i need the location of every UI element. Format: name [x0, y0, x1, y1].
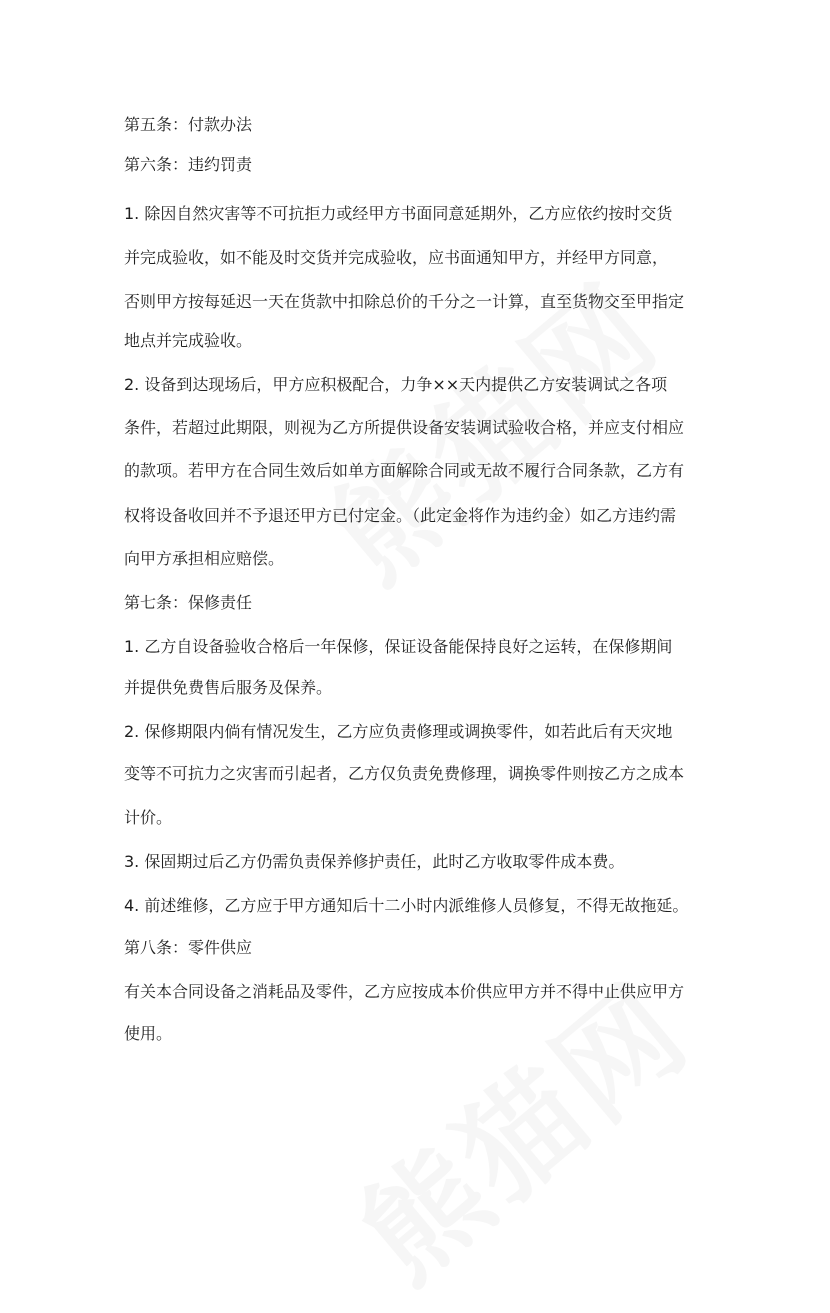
text-line: 1. 除因自然灾害等不可抗拒力或经甲方书面同意延期外，乙方应依约按时交货: [124, 204, 673, 223]
article-8-heading: 第八条：零件供应: [124, 938, 253, 957]
text-line: 2. 设备到达现场后，甲方应积极配合，力争××天内提供乙方安装调试之各项: [124, 375, 668, 394]
text-line: 计价。: [124, 808, 173, 827]
text-line: 3. 保固期过后乙方仍需负责保养修护责任，此时乙方收取零件成本费。: [124, 852, 625, 871]
text-line: 变等不可抗力之灾害而引起者，乙方仅负责免费修理，调换零件则按乙方之成本: [124, 764, 685, 783]
text-line: 2. 保修期限内倘有情况发生，乙方应负责修理或调换零件，如若此后有天灾地: [124, 722, 673, 741]
text-line: 权将设备收回并不予退还甲方已付定金。（此定金将作为违约金）如乙方违约需: [124, 506, 677, 525]
text-line: 1. 乙方自设备验收合格后一年保修，保证设备能保持良好之运转，在保修期间: [124, 637, 673, 656]
article-6-heading: 第六条：违约罚责: [124, 155, 253, 174]
text-line: 条件，若超过此期限，则视为乙方所提供设备安装调试验收合格，并应支付相应: [124, 418, 685, 437]
text-line: 4. 前述维修，乙方应于甲方通知后十二小时内派维修人员修复，不得无故拖延。: [124, 896, 689, 915]
text-line: 并提供免费售后服务及保养。: [124, 678, 333, 697]
text-line: 的款项。若甲方在合同生效后如单方面解除合同或无故不履行合同条款，乙方有: [124, 461, 685, 480]
text-line: 并完成验收，如不能及时交货并完成验收，应书面通知甲方，并经甲方同意，: [124, 248, 669, 267]
article-5-heading: 第五条：付款办法: [124, 115, 253, 134]
text-line: 使用。: [124, 1024, 173, 1043]
text-line: 地点并完成验收。: [124, 331, 253, 350]
text-line: 否则甲方按每延迟一天在货款中扣除总价的千分之一计算，直至货物交至甲指定: [124, 292, 685, 311]
article-7-heading: 第七条：保修责任: [124, 593, 253, 612]
text-line: 向甲方承担相应赔偿。: [124, 549, 285, 568]
text-line: 有关本合同设备之消耗品及零件，乙方应按成本价供应甲方并不得中止供应甲方: [124, 982, 685, 1001]
